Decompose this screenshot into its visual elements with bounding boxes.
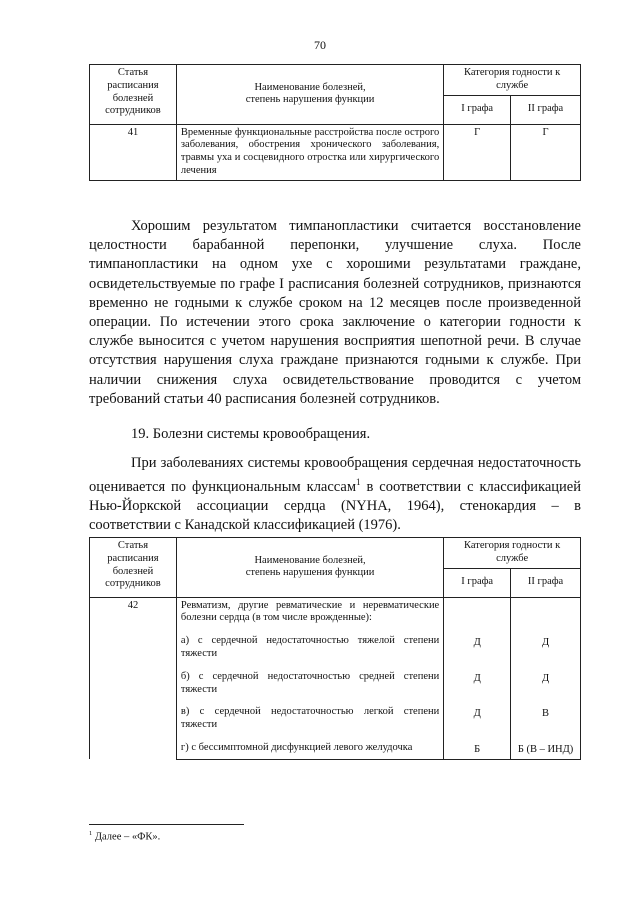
header-article: Статья расписания болезней сотрудников <box>90 65 177 125</box>
header-category: Категория годности к службе <box>444 538 581 569</box>
row-graph2: Г <box>511 124 581 180</box>
header-graph1: I графа <box>444 95 511 124</box>
header-graph2: II графа <box>511 95 581 124</box>
footnote-divider <box>89 824 244 825</box>
row-graph1: Б <box>444 734 511 759</box>
row-description: в) с сердечной недостаточностью легкой степени тяжести <box>176 698 443 734</box>
footnote-marker: 1 <box>89 830 93 837</box>
row-graph2: Д <box>511 627 581 663</box>
table-row <box>90 597 581 627</box>
header-disease: Наименование болезней, степень нарушения функции <box>176 65 443 125</box>
paragraph-tympanoplasty <box>89 217 581 409</box>
row-description: г) с бессимптомной дисфункцией левого желудочка <box>176 734 443 759</box>
row-description: а) с сердечной недостаточностью тяжелой степени тяжести <box>176 627 443 663</box>
footnote <box>89 830 160 843</box>
row-description: Временные функциональные расстройства после острого заболевания, обострения хронического заболевания, травмы уха и сосцевидного отростка или хирургического лечения <box>176 124 443 180</box>
row-description: б) с сердечной недостаточностью средней степени тяжести <box>176 663 443 699</box>
table-row <box>90 124 581 180</box>
disease-table-41 <box>89 64 581 181</box>
row-graph2: Б (В – ИНД) <box>511 734 581 759</box>
row-graph1: Г <box>444 124 511 180</box>
row-article: 41 <box>90 124 177 180</box>
row-graph2: В <box>511 698 581 734</box>
row-intro: Ревматизм, другие ревматические и неревматические болезни сердца (в том числе врожденные): <box>176 597 443 627</box>
paragraph-circulatory <box>89 454 581 536</box>
row-graph1: Д <box>444 663 511 699</box>
footnote-text: Далее – «ФК». <box>92 831 161 843</box>
header-disease: Наименование болезней, степень нарушения функции <box>176 538 443 598</box>
empty-cell <box>444 597 511 627</box>
header-graph1: I графа <box>444 568 511 597</box>
row-article: 42 <box>90 597 177 759</box>
header-category: Категория годности к службе <box>444 65 581 96</box>
row-graph1: Д <box>444 698 511 734</box>
paragraph-text: Хорошим результатом тимпанопластики считается восстановление целостности барабанной перепонки, улучшение слуха. После тимпанопластики на одном ухе с хорошими результатами граждане, освидетельствуемые по графе I расписания болезней сотрудников, признаются временно не годными к службе сроком на 12 месяцев после произведенной операции. По истечении этого срока заключение о категории годности к службе выносится с учетом нарушения восприятия шепотной речи. В случае отсутствия нарушения слуха граждане признаются годными к службе. При наличии снижения слуха освидетельствование проводится с учетом требований статьи 40 расписания болезней сотрудников. <box>89 218 581 407</box>
row-graph1: Д <box>444 627 511 663</box>
footnote-ref[interactable]: 1 <box>356 477 361 488</box>
paragraph-text-end: в соответствии с классификацией Нью-Йоркской ассоциации сердца (NYHA, 1964), стенокардия – в соответствии с Канадской классификацией (1976). <box>89 479 581 534</box>
paragraph-text-start: При заболеваниях системы кровообращения сердечная недостаточность оценивается по функциональным классам <box>89 455 581 496</box>
header-article: Статья расписания болезней сотрудников <box>90 538 177 598</box>
empty-cell <box>511 597 581 627</box>
header-graph2: II графа <box>511 568 581 597</box>
row-graph2: Д <box>511 663 581 699</box>
section-heading: 19. Болезни системы кровообращения. <box>131 426 371 442</box>
disease-table-42 <box>89 537 581 760</box>
page-number: 70 <box>314 38 326 52</box>
